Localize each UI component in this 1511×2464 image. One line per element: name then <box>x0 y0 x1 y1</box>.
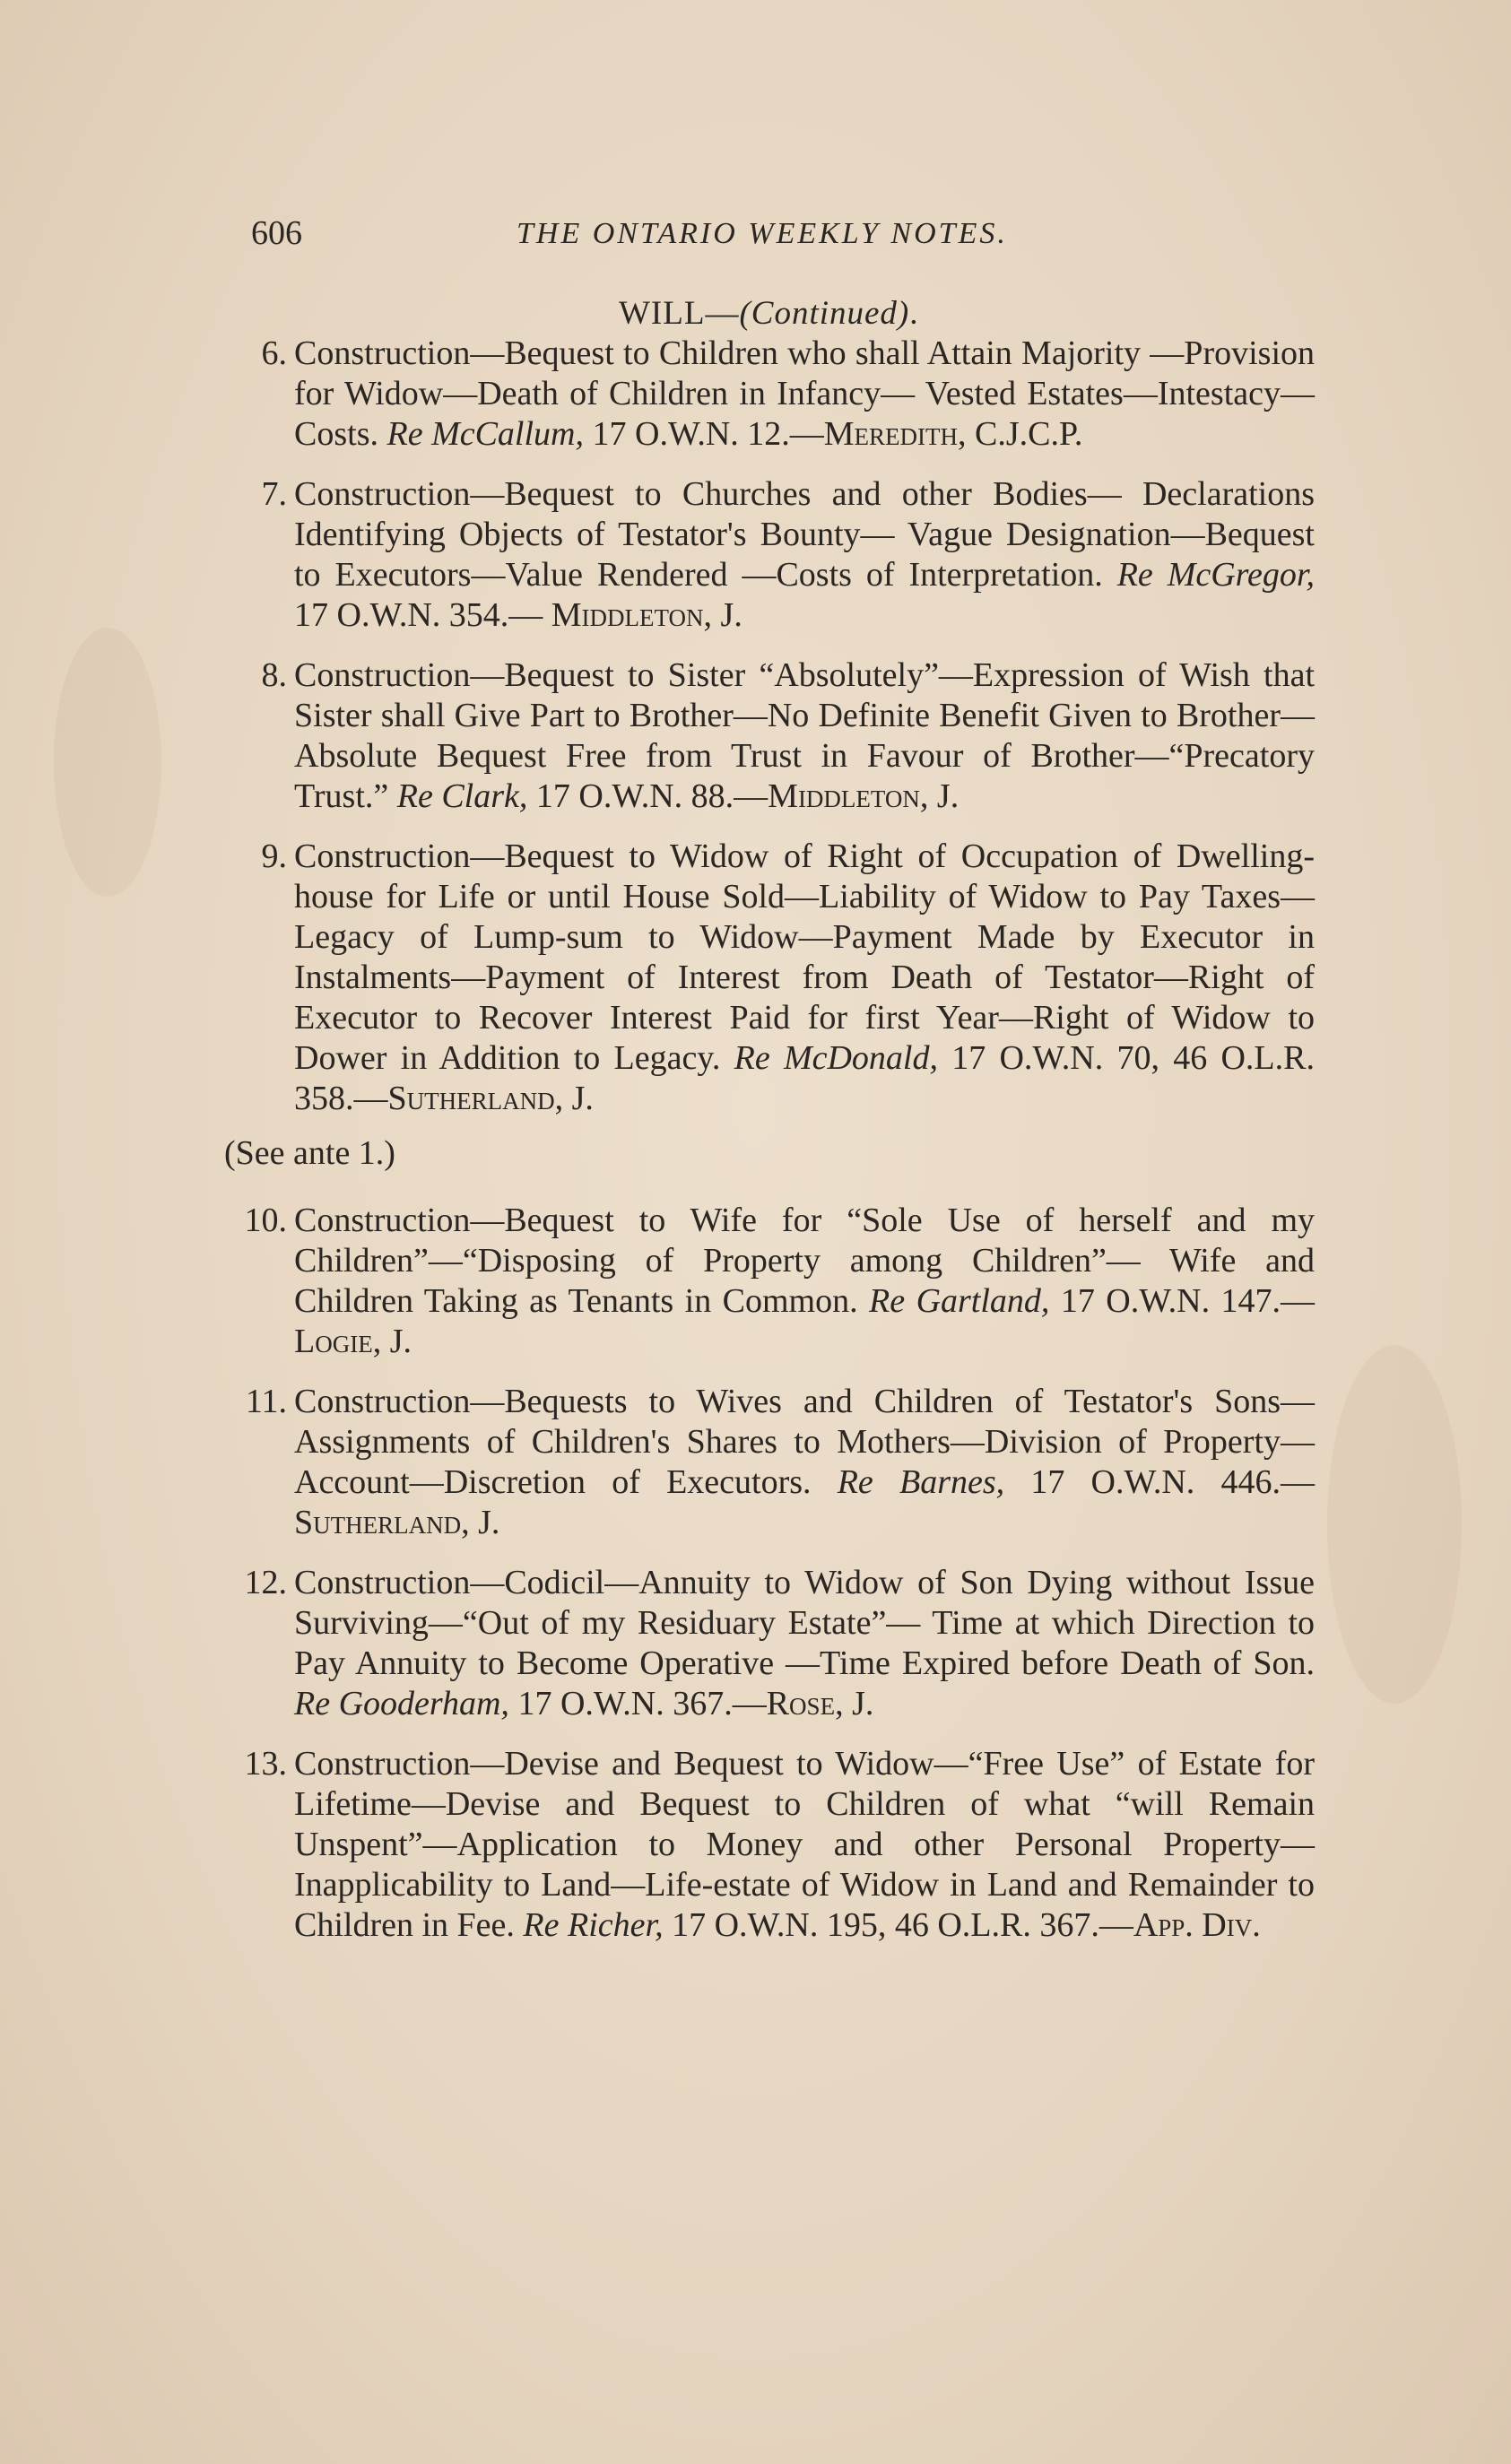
entry-text: Construction—Bequest to Sister “Absolutely”—Expression of Wish that Sister shall Give Part to Brother—No Definite Benefit Given to Brother—Absolute Bequest Free from Trust in Favour of Brother—“Precatory Trust.” <box>294 656 1315 815</box>
citation: 17 O.W.N. 12.— <box>584 415 824 453</box>
entry-text: Construction—Devise and Bequest to Widow—“Free Use” of Estate for Lifetime—Devise and Bequest to Children of what “will Remain Unspent”—Application to Money and other Personal Property—Inapplicability to Land—Life-estate of Widow in Land and Remainder to Children in Fee. <box>294 1745 1315 1944</box>
case-name: Re McDonald, <box>734 1039 938 1077</box>
section-title-text: WILL— <box>619 295 740 332</box>
see-ante-note: (See ante 1.) <box>224 1134 395 1172</box>
case-name: Re Barnes, <box>837 1463 1005 1501</box>
judge-name: Sutherland <box>294 1504 462 1541</box>
entry-12 <box>212 1563 1315 1724</box>
section-title <box>619 294 919 333</box>
judge-name: Sutherland <box>387 1080 555 1117</box>
entry-9 <box>212 837 1315 1119</box>
paper-stain <box>1327 1345 1462 1704</box>
entry-text: Construction—Bequest to Children who shall Attain Majority —Provision for Widow—Death of Children in Infancy— Vested Estates—Intestacy—Costs. <box>294 334 1315 453</box>
case-name: Re McGregor, <box>1116 556 1315 594</box>
page-number: 606 <box>251 214 302 252</box>
entry-text: Construction—Codicil—Annuity to Widow of Son Dying without Issue Surviving—“Out of my Residuary Estate”— Time at which Direction to Pay Annuity to Become Operative —Time Expired before Death of Son. <box>294 1564 1315 1682</box>
judge-suffix: , J. <box>835 1685 874 1722</box>
judge-name: Middleton <box>768 777 920 815</box>
entry-7 <box>212 474 1315 636</box>
judge-suffix: . <box>1252 1906 1261 1944</box>
citation: 17 O.W.N. 446.— <box>1004 1463 1316 1501</box>
judge-name: Logie <box>294 1323 373 1360</box>
judge-suffix: , J. <box>554 1080 594 1117</box>
case-name: Re Richer, <box>523 1906 664 1944</box>
case-name: Re Gartland, <box>869 1282 1050 1320</box>
entry-number: 7. <box>261 475 287 513</box>
judge-suffix: , J. <box>461 1504 500 1541</box>
section-title-period: . <box>909 295 919 332</box>
entry-text: Construction—Bequest to Widow of Right of Occupation of Dwelling-house for Life or until House Sold—Liability of Widow to Pay Taxes—Legacy of Lump-sum to Widow—Payment Made by Executor in Instalments—Payment of Interest from Death of Testator—Right of Executor to Recover Interest Paid for first Year—Right of Widow to Dower in Addition to Legacy. <box>294 837 1315 1077</box>
judge-suffix: , J. <box>703 596 742 634</box>
running-head: THE ONTARIO WEEKLY NOTES. <box>517 217 1008 250</box>
judge-name: Meredith <box>823 415 959 453</box>
citation: 17 O.W.N. 70, 46 O.L.R. 358.— <box>294 1039 1315 1117</box>
entry-text: Construction—Bequests to Wives and Children of Testator's Sons—Assignments of Children's Shares to Mothers—Division of Property—Account—Discretion of Executors. <box>294 1383 1315 1501</box>
judge-suffix: , C.J.C.P. <box>958 415 1083 453</box>
citation: 17 O.W.N. 147.— <box>1049 1282 1316 1320</box>
judge-name: Rose <box>766 1685 836 1722</box>
entry-number: 8. <box>261 656 287 694</box>
entry-list <box>212 334 1315 1965</box>
entry-11 <box>212 1382 1315 1543</box>
judge-name: App. Div <box>1133 1906 1253 1944</box>
citation: 17 O.W.N. 88.— <box>527 777 769 815</box>
case-name: Re Clark, <box>396 777 528 815</box>
entry-text: Construction—Bequest to Churches and other Bodies— Declarations Identifying Objects of Testator's Bounty— Vague Designation—Bequest to Executors—Value Rendered —Costs of Interpretation. <box>294 475 1315 594</box>
entry-number: 13. <box>244 1745 287 1783</box>
citation: 17 O.W.N. 354.— <box>294 596 551 634</box>
case-name: Re Gooderham, <box>294 1685 509 1722</box>
entry-number: 12. <box>244 1564 287 1601</box>
entry-number: 6. <box>261 334 287 372</box>
section-title-continued: (Continued) <box>739 295 910 332</box>
entry-text: Construction—Bequest to Wife for “Sole Use of herself and my Children”—“Disposing of Property among Children”— Wife and Children Taking as Tenants in Common. <box>294 1202 1315 1320</box>
entry-10 <box>212 1201 1315 1362</box>
judge-name: Middleton <box>551 596 704 634</box>
entry-13 <box>212 1744 1315 1946</box>
page-header <box>251 213 1058 258</box>
entry-number: 11. <box>245 1383 287 1420</box>
judge-suffix: , J. <box>919 777 960 815</box>
citation: 17 O.W.N. 367.— <box>508 1685 767 1722</box>
judge-suffix: , J. <box>372 1323 412 1360</box>
entry-number: 10. <box>244 1202 287 1239</box>
entry-number: 9. <box>261 837 287 875</box>
case-name: Re McCallum, <box>386 415 584 453</box>
entry-6 <box>212 334 1315 455</box>
citation: 17 O.W.N. 195, 46 O.L.R. 367.— <box>663 1906 1133 1944</box>
entry-8 <box>212 655 1315 817</box>
paper-stain <box>54 628 161 897</box>
